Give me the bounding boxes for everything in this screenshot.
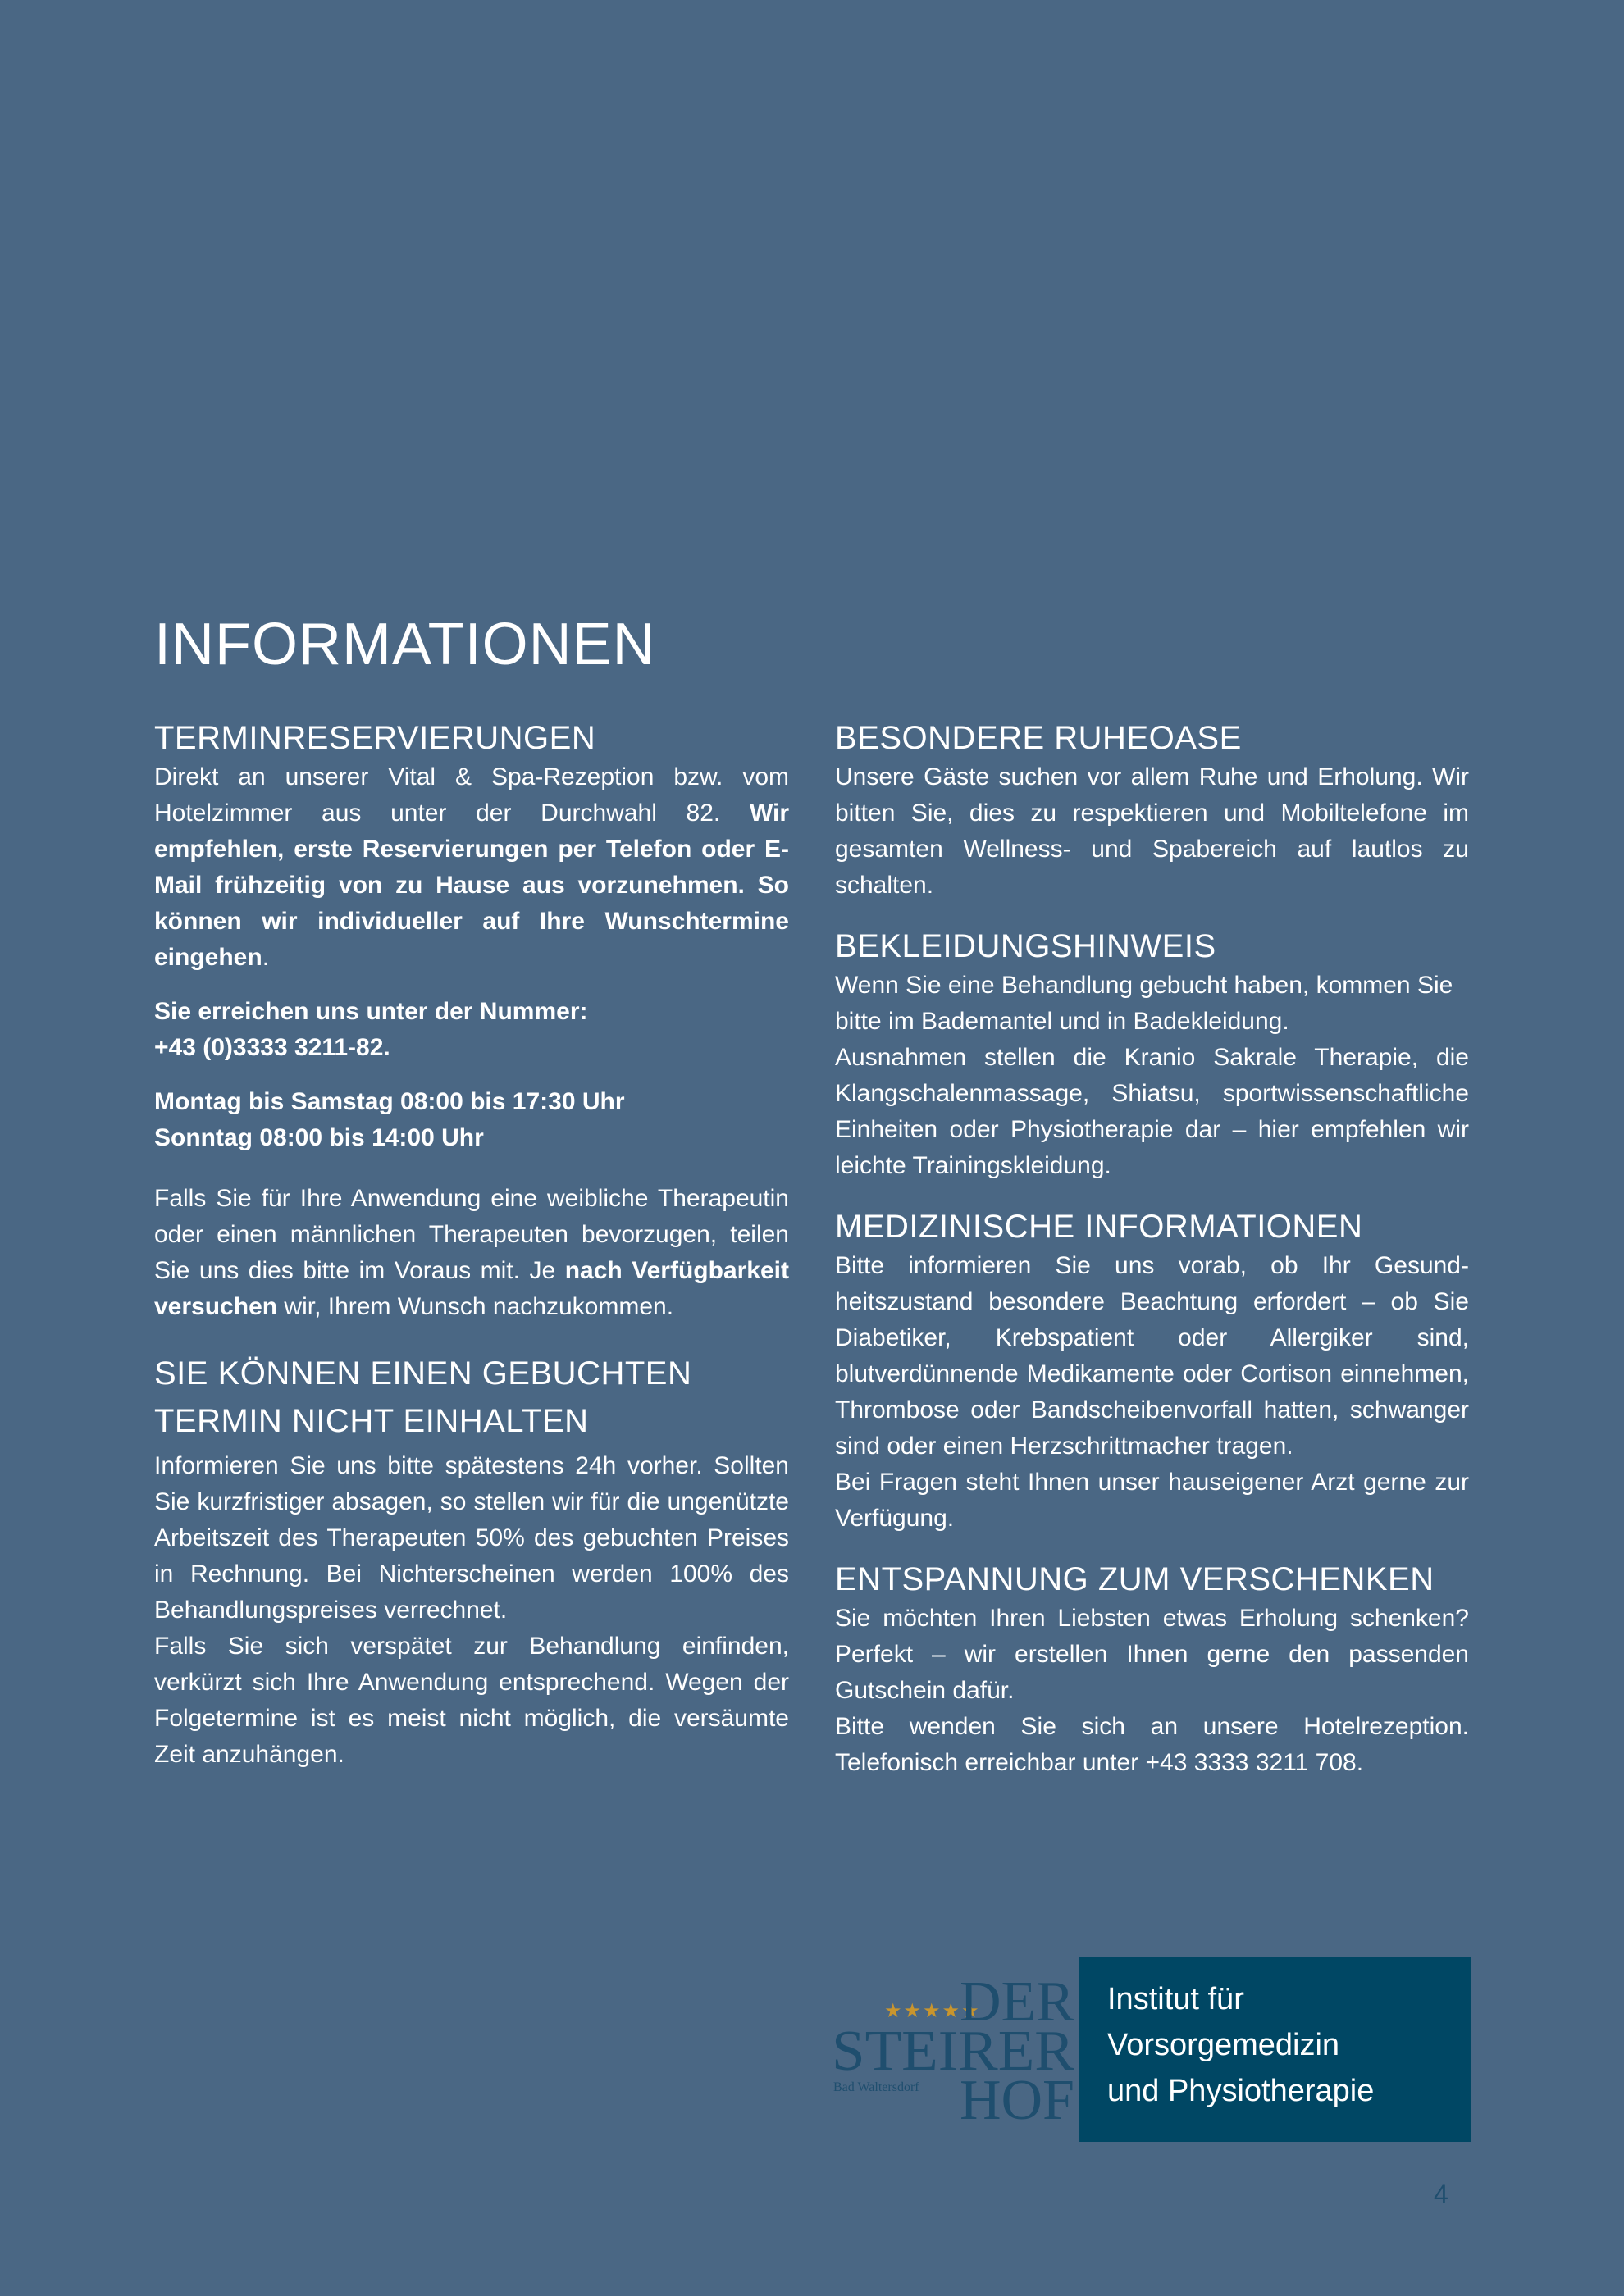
- gutschein-para-2: Bitte wenden Sie sich an unsere Hotelrezeption. Telefonisch erreichbar unter +43 3333 3211 708.: [835, 1713, 1469, 1776]
- gutschein-para-1: Sie möchten Ihren Liebsten etwas Erholung schenken? Perfekt – wir erstellen Ihnen gerne den passenden Gutschein dafür.: [835, 1605, 1469, 1704]
- cancel-para-2: Falls Sie sich verspätet zur Behandlung einfinden, verkürzt sich Ihre Anwendung entsprechend. Wegen der Folgetermine ist es meist nicht möglich, die versäumte Zeit anzuhängen.: [154, 1633, 789, 1768]
- hours-sunday: Sonntag 08:00 bis 14:00 Uhr: [154, 1124, 484, 1151]
- section-heading: TERMINRESERVIERUNGEN: [154, 720, 596, 756]
- therapist-text-bold: nach Verfügbarkeit versuchen: [154, 1257, 789, 1320]
- cancel-para-1: Informieren Sie uns bitte spätestens 24h vorher. Sollten Sie kurzfristiger absagen, so stellen wir für die ungenützte Arbeitszeit des Therapeuten 50% des gebuchten Preises in Rechnung. Bei Nichterscheinen werden 100% des Behandlungspreises verrechnet.: [154, 1452, 789, 1624]
- opening-hours: [154, 1084, 789, 1156]
- page-title: INFORMATIONEN: [154, 612, 656, 677]
- institute-line3: und Physiotherapie: [1107, 2074, 1375, 2108]
- section-ruheoase: [835, 720, 1469, 904]
- bekleidung-para-1: Wenn Sie eine Behandlung gebucht haben, kommen Sie bitte im Bademantel und in Badekleidung.: [835, 972, 1453, 1035]
- institute-box: [1079, 1957, 1471, 2142]
- section-termin-absage: [154, 1350, 789, 1773]
- cancel-heading-line1: SIE KÖNNEN EINEN GEBUCHTEN: [154, 1355, 692, 1392]
- section-bekleidung: [835, 928, 1469, 1184]
- section-terminreservierungen: [154, 720, 789, 1325]
- cancel-heading-line2: TERMIN NICHT EINHALTEN: [154, 1403, 589, 1439]
- hours-weekdays: Montag bis Samstag 08:00 bis 17:30 Uhr: [154, 1088, 625, 1115]
- logo-location: Bad Waltersdorf: [833, 2080, 919, 2094]
- left-column: [154, 720, 789, 1797]
- logo-stars: ★★★★★: [884, 2001, 981, 2022]
- logo-der: DER: [960, 1970, 1074, 2034]
- logo-hof: HOF: [959, 2069, 1074, 2130]
- section-heading: BEKLEIDUNGSHINWEIS: [835, 928, 1216, 964]
- termin-intro-end: .: [262, 944, 270, 971]
- termin-intro: [154, 759, 789, 976]
- section-medizin: [835, 1209, 1469, 1537]
- section-heading: ENTSPANNUNG ZUM VERSCHENKEN: [835, 1561, 1435, 1597]
- therapist-text-a: Falls Sie für Ihre Anwendung eine weibliche Therapeutin oder einen männlichen Therapeuten bevorzugen, teilen Sie uns dies bitte im Voraus mit. Je: [154, 1185, 789, 1284]
- bekleidung-para-2: Ausnahmen stellen die Kranio Sakrale Therapie, die Klangschalenmassage, Shiatsu, sportwissenschaftliche Einheiten oder Physiotherapie dar – hier empfehlen wir leichte Trainingskleidung.: [835, 1044, 1469, 1179]
- section-heading: BESONDERE RUHEOASE: [835, 720, 1242, 756]
- hotel-logo-block: [832, 1957, 1471, 2142]
- ruheoase-text: Unsere Gäste suchen vor allem Ruhe und Erholung. Wir bitten Sie, dies zu respektieren und Mobiltelefone im gesamten Wellness- und Spabereich auf lautlos zu schalten.: [835, 763, 1469, 899]
- section-gutschein: [835, 1561, 1469, 1781]
- medizin-para-1: Bitte informieren Sie uns vorab, ob Ihr Gesundheitszustand besondere Beachtung erfordert – ob Sie Diabetiker, Krebspatient oder Allergiker sind, blutverdünnende Medikamente oder Cortison einnehmen, Thrombose oder Bandscheibenvorfall hatten, schwanger sind oder einen Herzschrittmacher tragen.: [835, 1252, 1469, 1460]
- page-number: 4: [1434, 2180, 1448, 2209]
- phone-number: +43 (0)3333 3211-82.: [154, 1034, 390, 1061]
- institute-line1: Institut für: [1107, 1982, 1244, 2016]
- steirerhof-logo: [832, 1966, 1078, 2130]
- logo-steirer: STEIRER: [832, 2020, 1075, 2083]
- medizin-para-2: Bei Fragen steht Ihnen unser hauseigener Arzt gerne zur Verfügung.: [835, 1469, 1469, 1532]
- institute-name: [1107, 1976, 1374, 2114]
- termin-intro-text: Direkt an unserer Vital & Spa-Rezeption bzw. vom Hotelzimmer aus unter der Durchwahl 82.: [154, 763, 789, 827]
- therapist-preference: [154, 1181, 789, 1325]
- phone-block: [154, 994, 789, 1066]
- termin-intro-bold: Wir empfehlen, erste Reservierungen per Telefon oder E-Mail frühzeitig von zu Hause aus vorzunehmen. So können wir individueller auf Ihre Wunschtermine eingehen: [154, 800, 789, 971]
- right-column: [835, 720, 1469, 1806]
- phone-label: Sie erreichen uns unter der Nummer:: [154, 998, 588, 1025]
- institute-line2: Vorsorgemedizin: [1107, 2028, 1340, 2062]
- therapist-text-b: wir, Ihrem Wunsch nachzukommen.: [277, 1293, 674, 1320]
- section-heading: MEDIZINISCHE INFORMATIONEN: [835, 1209, 1363, 1245]
- section-heading: [154, 1350, 789, 1445]
